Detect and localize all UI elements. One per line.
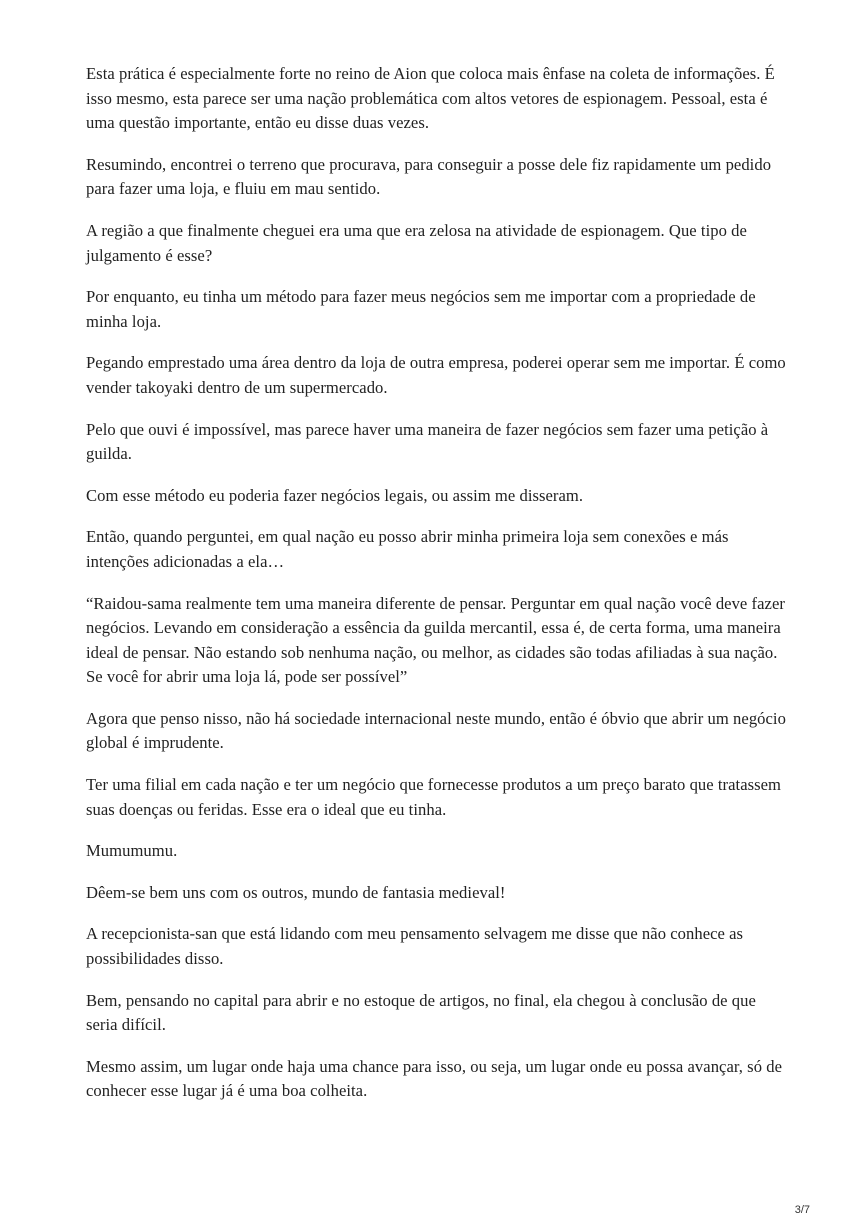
- paragraph-11: Ter uma filial em cada nação e ter um negócio que fornecesse produtos a um preço barato que tratassem suas doenças ou feridas. Esse era o ideal que eu tinha.: [86, 775, 782, 819]
- paragraph-7: Com esse método eu poderia fazer negócios legais, ou assim me disseram.: [86, 485, 584, 505]
- paragraph-12: Mumumumu.: [86, 841, 178, 861]
- paragraph-6: Pelo que ouvi é impossível, mas parece haver uma maneira de fazer negócios sem fazer uma petição à guilda.: [86, 419, 769, 464]
- paragraph-1: Esta prática é especialmente forte no reino de Aion que coloca mais ênfase na coleta de informações. É isso mesmo, esta parece ser uma nação problemática com altos vetores de espionagem. Pessoal, esta é uma questão importante, então eu disse duas vezes.: [86, 64, 775, 133]
- paragraph-13: Dêem-se bem uns com os outros, mundo de fantasia medieval!: [86, 882, 506, 902]
- paragraph-15: Bem, pensando no capital para abrir e no estoque de artigos, no final, ela chegou à conclusão de que seria difícil.: [86, 990, 756, 1035]
- paragraph-3: A região a que finalmente cheguei era uma que era zelosa na atividade de espionagem. Que tipo de julgamento é esse?: [86, 220, 747, 265]
- paragraph-2: Resumindo, encontrei o terreno que procurava, para conseguir a posse dele fiz rapidamente um pedido para fazer uma loja, e fluiu em mau sentido.: [86, 154, 772, 199]
- document-body: [86, 62, 786, 1121]
- paragraph-16: Mesmo assim, um lugar onde haja uma chance para isso, ou seja, um lugar onde eu possa avançar, só de conhecer esse lugar já é uma boa colheita.: [86, 1056, 782, 1101]
- paragraph-9: “Raidou-sama realmente tem uma maneira diferente de pensar. Perguntar em qual nação você deve fazer negócios. Levando em consideração a essência da guilda mercantil, essa é, de certa forma, uma maneira ideal de pensar. Não estando sob nenhuma nação, ou melhor, as cidades são todas afiliadas à sua nação. Se você for abrir uma loja lá, pode ser possível”: [86, 593, 785, 687]
- paragraph-8: Então, quando perguntei, em qual nação eu posso abrir minha primeira loja sem conexões e más intenções adicionadas a ela…: [86, 527, 729, 571]
- paragraph-4: Por enquanto, eu tinha um método para fazer meus negócios sem me importar com a propriedade de minha loja.: [86, 287, 756, 331]
- page-number: 3/7: [794, 1204, 810, 1216]
- paragraph-5: Pegando emprestado uma área dentro da loja de outra empresa, poderei operar sem me importar. É como vender takoyaki dentro de um supermercado.: [86, 353, 786, 397]
- paragraph-14: A recepcionista-san que está lidando com meu pensamento selvagem me disse que não conhece as possibilidades disso.: [86, 924, 744, 969]
- paragraph-10: Agora que penso nisso, não há sociedade internacional neste mundo, então é óbvio que abrir um negócio global é imprudente.: [86, 708, 786, 753]
